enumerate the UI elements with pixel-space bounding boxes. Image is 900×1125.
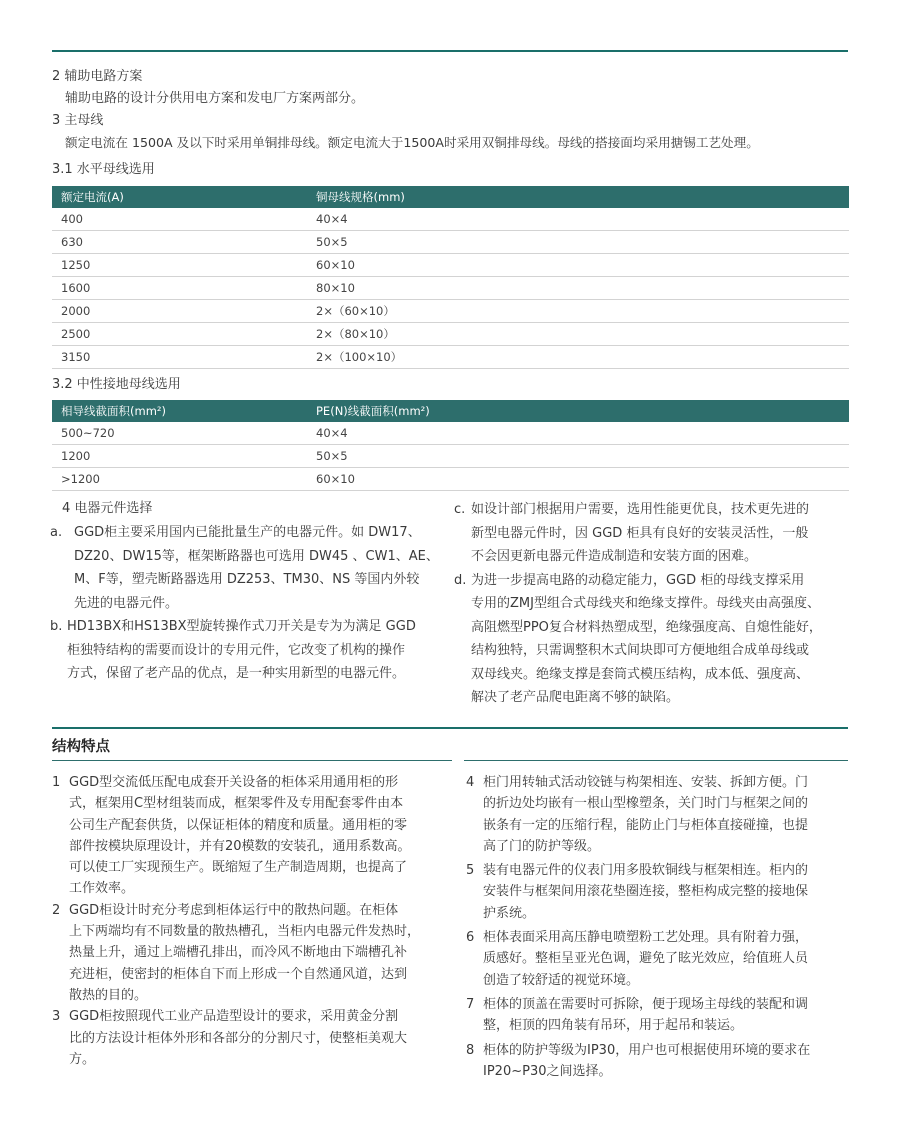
item-number: d. <box>454 572 467 588</box>
item-line: 可以使工厂实现预生产。既缩短了生产制造周期，也提高了 <box>69 860 408 876</box>
item-line: 方。 <box>69 1051 96 1067</box>
components-right-column <box>454 498 854 710</box>
item-line: 高了门的防护等级。 <box>483 838 601 854</box>
table-cell: 400 <box>52 208 307 231</box>
list-item <box>52 1006 452 1070</box>
item-line: M、F等，塑壳断路器选用 DZ253、TM30、NS 等国内外较 <box>74 572 420 587</box>
table-cell: 1600 <box>52 277 307 300</box>
item-number: 8 <box>466 1042 475 1058</box>
item-line: 如设计部门根据用户需要，选用性能更优良，技术更先进的 <box>471 502 810 517</box>
item-line: 为进一步提高电路的动稳定能力，GGD 柜的母线支撑采用 <box>471 572 805 588</box>
item-line: 柜门用转轴式活动铰链与构架相连、安装、拆卸方便。门 <box>483 775 809 790</box>
item-line: 装有电器元件的仪表门用多股软铜线与框架相连。柜内的 <box>483 863 809 879</box>
table-cell: 80×10 <box>307 277 849 300</box>
item-line: 高阻燃型PPO复合材料热塑成型，绝缘强度高、自熄性能好， <box>471 619 822 635</box>
table-cell: 2000 <box>52 300 307 323</box>
table-cell: 60×10 <box>307 254 849 277</box>
table-cell: 50×5 <box>307 231 849 254</box>
item-number: 3 <box>52 1009 61 1025</box>
top-rule <box>52 50 848 52</box>
item-line: 嵌条有一定的压缩行程，能防止门与柜体直接碰撞，也提 <box>483 817 809 833</box>
list-item <box>466 772 856 857</box>
table-header-cell: 铜母线规格(mm) <box>307 186 849 208</box>
item-line: 不会因更新电器元件造成制造和安装方面的困难。 <box>471 549 758 564</box>
table1-heading: 3.1 水平母线选用 <box>52 162 155 177</box>
item-line: 安装件与框架间用滚花垫圈连接，整柜构成完整的接地保 <box>483 884 809 900</box>
item-line: 创造了较舒适的视觉环境。 <box>483 972 640 988</box>
item-line: 柜体的顶盖在需要时可拆除，便于现场主母线的装配和调 <box>483 996 809 1012</box>
item-line: 上下两端均有不同数量的散热槽孔，当柜内电器元件发热时， <box>69 924 421 940</box>
item-line: GGD柜按照现代工业产品造型设计的要求，采用黄金分割 <box>69 1009 399 1025</box>
item-line: 质感好。整柜呈亚光色调，避免了眩光效应，给值班人员 <box>483 951 809 967</box>
aux-heading: 2 辅助电路方案 <box>52 69 143 84</box>
item-line: DZ20、DW15等，框架断路器也可选用 DW45 、CW1、AE、 <box>74 548 439 564</box>
list-item <box>466 927 856 991</box>
item-line: 柜独特结构的需要而设计的专用元件，它改变了机构的操作 <box>67 642 406 658</box>
list-item <box>50 521 450 615</box>
table-cell: 40×4 <box>307 208 849 231</box>
structure-right-column <box>466 772 856 1082</box>
table-row <box>52 445 849 468</box>
item-line: 整，柜顶的四角装有吊环，用于起吊和装运。 <box>483 1018 744 1034</box>
table-header-cell: 相导线截面积(mm²) <box>52 400 307 422</box>
item-number: 1 <box>52 775 61 790</box>
table-cell: 500~720 <box>52 422 307 445</box>
structure-top-rule <box>52 727 848 729</box>
item-line: 方式，保留了老产品的优点，是一种实用新型的电器元件。 <box>67 666 406 681</box>
table-cell: 2×（60×10） <box>307 300 849 323</box>
table-cell: 3150 <box>52 346 307 369</box>
list-item <box>454 498 854 569</box>
structure-title: 结构特点 <box>52 739 110 755</box>
item-line: GGD型交流低压配电成套开关设备的柜体采用通用柜的形 <box>69 775 399 790</box>
table-row <box>52 231 849 254</box>
table-row <box>52 422 849 445</box>
table-row <box>52 468 849 491</box>
structure-underline-right <box>464 760 848 761</box>
list-item <box>52 772 452 900</box>
item-line: HD13BX和HS13BX型旋转操作式刀开关是专为为满足 GGD <box>67 619 416 634</box>
item-line: 式，框架用C型材组装而成，框架零件及专用配套零件由本 <box>69 796 404 812</box>
item-line: 散热的目的。 <box>69 987 148 1003</box>
item-line: 结构独特，只需调整积木式间块即可方便地组合成单母线或 <box>471 643 810 658</box>
item-number: 6 <box>466 930 475 946</box>
item-number: 5 <box>466 863 475 879</box>
item-line: IP20~P30之间选择。 <box>483 1063 612 1079</box>
table2-heading: 3.2 中性接地母线选用 <box>52 377 181 392</box>
item-number: 2 <box>52 902 61 918</box>
table-cell: 1250 <box>52 254 307 277</box>
neutral-busbar-table <box>52 400 849 491</box>
item-line: 解决了老产品爬电距离不够的缺陷。 <box>471 690 680 705</box>
busbar-text: 额定电流在 1500A 及以下时采用单铜排母线。额定电流大于1500A时采用双铜排母线。母线的搭接面均采用搪锡工艺处理。 <box>65 135 759 150</box>
table-cell: 1200 <box>52 445 307 468</box>
table-row <box>52 277 849 300</box>
item-line: 公司生产配套供货，以保证柜体的精度和质量。通用柜的零 <box>69 817 408 833</box>
list-item <box>466 860 856 924</box>
item-line: 柜体表面采用高压静电喷塑粉工艺处理。具有附着力强， <box>483 930 809 946</box>
structure-underline-left <box>52 760 452 761</box>
table-header-row <box>52 186 849 208</box>
item-line: 热量上升，通过上端槽孔排出，而冷风不断地由下端槽孔补 <box>69 945 408 961</box>
item-line: 工作效率。 <box>69 881 135 897</box>
item-line: GGD柜主要采用国内已能批量生产的电器元件。如 DW17、 <box>74 525 421 540</box>
table-cell: 2×（100×10） <box>307 346 849 369</box>
list-item <box>50 615 450 686</box>
table-cell: >1200 <box>52 468 307 491</box>
table-cell: 630 <box>52 231 307 254</box>
item-line: 的折边处均嵌有一根山型橡塑条，关门时门与框架之间的 <box>483 796 809 812</box>
components-heading: 4 电器元件选择 <box>62 501 153 516</box>
table-row <box>52 254 849 277</box>
table-row <box>52 323 849 346</box>
item-line: 双母线夹。绝缘支撑是套筒式模压结构，成本低、强度高、 <box>471 666 810 682</box>
item-line: 比的方法设计柜体外形和各部分的分割尺寸，使整柜美观大 <box>69 1030 408 1046</box>
table-cell: 2×（80×10） <box>307 323 849 346</box>
item-line: 充进柜，使密封的柜体自下而上形成一个自然通风道，达到 <box>69 966 408 982</box>
table-row <box>52 208 849 231</box>
item-line: 专用的ZMJ型组合式母线夹和绝缘支撑件。母线夹由高强度、 <box>471 596 820 611</box>
table-cell: 40×4 <box>307 422 849 445</box>
table-cell: 60×10 <box>307 468 849 491</box>
item-line: GGD柜设计时充分考虑到柜体运行中的散热问题。在柜体 <box>69 902 399 918</box>
list-item <box>454 569 854 710</box>
busbar-table <box>52 186 849 369</box>
table-header-row <box>52 400 849 422</box>
table-header-cell: 额定电流(A) <box>52 186 307 208</box>
item-line: 部件按模块原理设计，并有20模数的安装孔，通用系数高。 <box>69 838 411 854</box>
item-number: c. <box>454 502 466 517</box>
item-number: 4 <box>466 775 475 790</box>
components-left-column <box>50 521 450 686</box>
list-item <box>466 1040 856 1083</box>
item-line: 柜体的防护等级为IP30，用户也可根据使用环境的要求在 <box>483 1042 811 1058</box>
item-number: a. <box>50 525 63 540</box>
busbar-heading: 3 主母线 <box>52 113 104 128</box>
structure-left-column <box>52 772 452 1070</box>
list-item <box>466 994 856 1037</box>
table-row <box>52 346 849 369</box>
table-cell: 50×5 <box>307 445 849 468</box>
item-line: 先进的电器元件。 <box>74 595 179 611</box>
item-line: 护系统。 <box>483 905 536 921</box>
table-header-cell: PE(N)线截面积(mm²) <box>307 400 849 422</box>
item-line: 新型电器元件时，因 GGD 柜具有良好的安装灵活性，一般 <box>471 525 809 541</box>
list-item <box>52 900 452 1006</box>
item-number: b. <box>50 619 63 634</box>
table-cell: 2500 <box>52 323 307 346</box>
item-number: 7 <box>466 996 475 1012</box>
aux-text: 辅助电路的设计分供用电方案和发电厂方案两部分。 <box>65 91 365 106</box>
table-row <box>52 300 849 323</box>
